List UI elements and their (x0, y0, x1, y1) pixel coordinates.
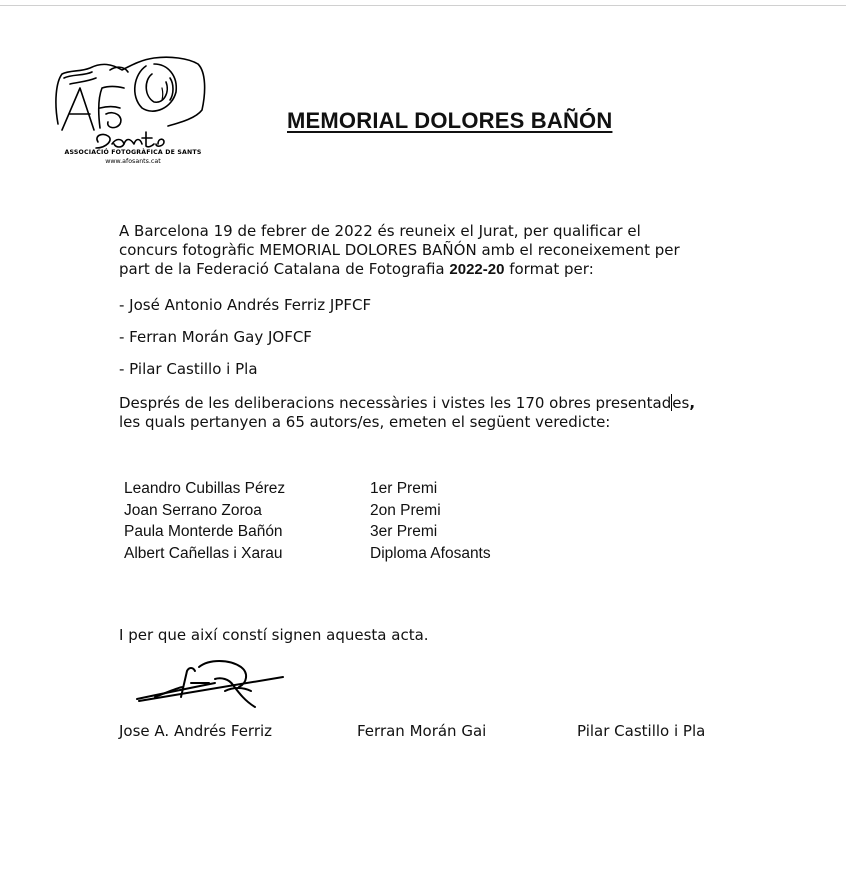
winner-name: Albert Cañellas i Xarau (124, 544, 283, 562)
deliberation-paragraph (119, 394, 739, 432)
federation-code: 2022-20 (449, 261, 505, 278)
signer-name: Jose A. Andrés Ferriz (119, 722, 273, 740)
intro-line-3-prefix: part de la Federació Catalana de Fotografia (119, 260, 450, 278)
jury-member: - José Antonio Andrés Ferriz JPFCF (119, 296, 372, 314)
winner-award: Diploma Afosants (370, 544, 491, 562)
handwritten-signature (135, 657, 287, 712)
deliberation-line-1-end: es (672, 394, 690, 412)
signer-name: Pilar Castillo i Pla (577, 722, 706, 740)
winner-name: Paula Monterde Bañón (124, 523, 283, 540)
intro-line-3-suffix: format per: (504, 260, 594, 278)
winner-row (124, 543, 491, 565)
winner-award: 3er Premi (370, 523, 438, 540)
winner-name: Leandro Cubillas Pérez (124, 480, 286, 497)
signer-name: Ferran Morán Gai (357, 722, 487, 740)
intro-paragraph (119, 222, 739, 279)
deliberation-line-1-text: Després de les deliberacions necessàries i vistes les 170 obres presentad (119, 394, 672, 412)
winner-award: 2on Premi (370, 501, 441, 519)
deliberation-comma: , (689, 394, 696, 412)
intro-line-2: concurs fotogràfic MEMORIAL DOLORES BAÑÓN amb el reconeixement per (119, 241, 680, 259)
afosants-logo (50, 52, 210, 170)
winner-row (124, 521, 491, 543)
winner-award: 1er Premi (370, 480, 438, 497)
logo-org-name: ASSOCIACIÓ FOTOGRÀFICA DE SANTS (64, 149, 202, 156)
winners-table (124, 478, 491, 564)
closing-statement: I per que així constí signen aquesta acta. (119, 626, 429, 644)
logo-url: www.afosants.cat (105, 158, 161, 165)
intro-line-1: A Barcelona 19 de febrer de 2022 és reuneix el Jurat, per qualificar el (119, 222, 641, 240)
document-title: MEMORIAL DOLORES BAÑÓN (287, 108, 613, 133)
jury-member: - Pilar Castillo i Pla (119, 360, 258, 378)
deliberation-line-1 (119, 394, 739, 413)
top-border (0, 5, 846, 6)
camera-logo-icon (50, 52, 210, 152)
jury-member: - Ferran Morán Gay JOFCF (119, 328, 312, 346)
winner-row (124, 478, 491, 500)
deliberation-line-2: les quals pertanyen a 65 autors/es, emeten el següent veredicte: (119, 413, 611, 431)
intro-line-3 (119, 260, 739, 279)
winner-row (124, 500, 491, 522)
winner-name: Joan Serrano Zoroa (124, 501, 262, 519)
